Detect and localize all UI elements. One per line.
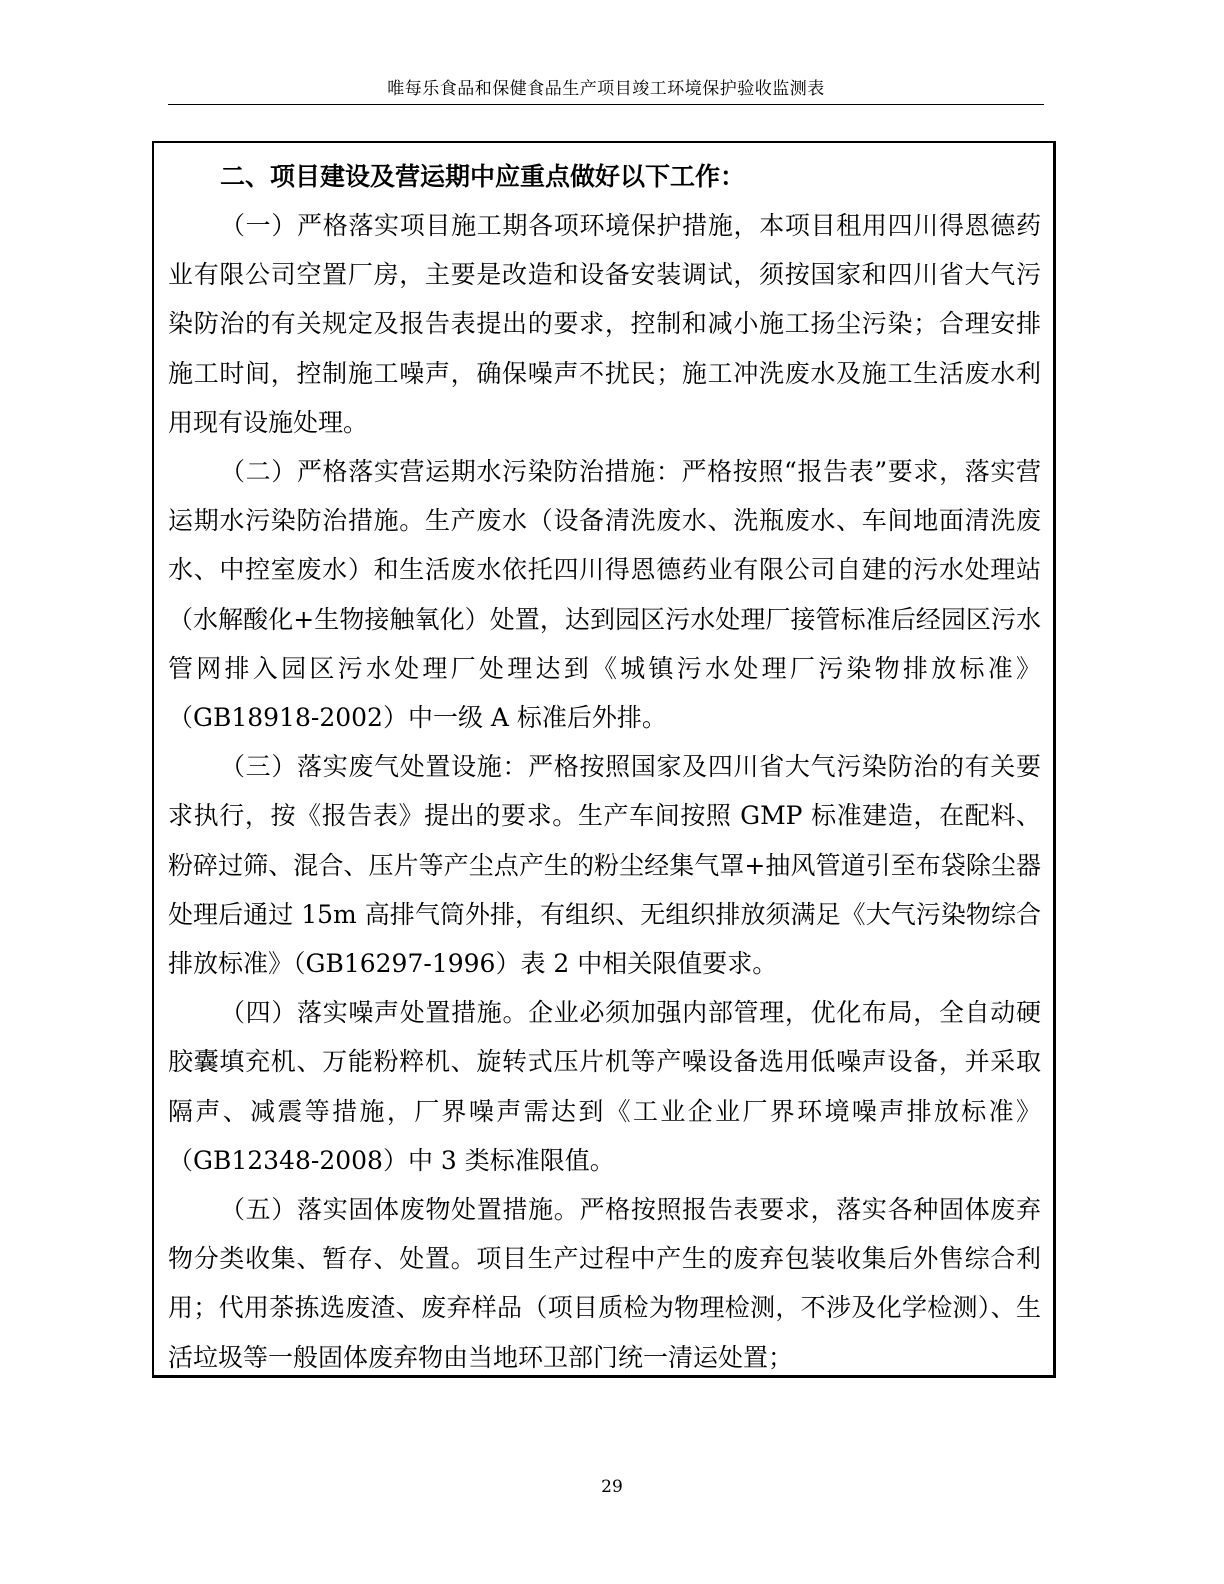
- paragraph-5: （五）落实固体废物处置措施。严格按照报告表要求，落实各种固体废弃物分类收集、暂存、处置。项目生产过程中产生的废弃包装收集后外售综合利用；代用茶拣选废渣、废弃样品（项目质检为物理检测，不涉及化学检测）、生活垃圾等一般固体废弃物由当地环卫部门统一清运处置；: [168, 1195, 1041, 1372]
- paragraph-4: （四）落实噪声处置措施。企业必须加强内部管理，优化布局，全自动硬胶囊填充机、万能粉粹机、旋转式压片机等产噪设备选用低噪声设备，并采取隔声、减震等措施，厂界噪声需达到《工业企业厂界环境噪声排放标准》（GB12348-2008）中 3 类标准限值。: [168, 998, 1041, 1175]
- header-rule: [168, 104, 1044, 105]
- paragraph-3: （三）落实废气处置设施：严格按照国家及四川省大气污染防治的有关要求执行，按《报告表》提出的要求。生产车间按照 GMP 标准建造，在配料、粉碎过筛、混合、压片等产尘点产生的粉尘经集气罩+抽风管道引至布袋除尘器处理后通过 15m 高排气筒外排，有组织、无组织排放须满足《大气污染物综合排放标准》（GB16297-1996）表 2 中相关限值要求。: [168, 752, 1041, 979]
- content-box: [152, 141, 1056, 1378]
- section-heading: 二、项目建设及营运期中应重点做好以下工作：: [220, 162, 746, 191]
- paragraph-1: （一）严格落实项目施工期各项环境保护措施，本项目租用四川得恩德药业有限公司空置厂房，主要是改造和设备安装调试，须按国家和四川省大气污染防治的有关规定及报告表提出的要求，控制和减小施工扬尘污染；合理安排施工时间，控制施工噪声，确保噪声不扰民；施工冲洗废水及施工生活废水利用现有设施处理。: [168, 211, 1041, 437]
- page-header: 唯每乐食品和保健食品生产项目竣工环境保护验收监测表: [387, 79, 825, 99]
- page-number: 29: [601, 1477, 623, 1497]
- paragraph-2: （二）严格落实营运期水污染防治措施：严格按照“报告表”要求，落实营运期水污染防治措施。生产废水（设备清洗废水、洗瓶废水、车间地面清洗废水、中控室废水）和生活废水依托四川得恩德药业有限公司自建的污水处理站（水解酸化+生物接触氧化）处置，达到园区污水处理厂接管标准后经园区污水管网排入园区污水处理厂处理达到《城镇污水处理厂污染物排放标准》（GB18918-2002）中一级 A 标准后外排。: [168, 457, 1041, 733]
